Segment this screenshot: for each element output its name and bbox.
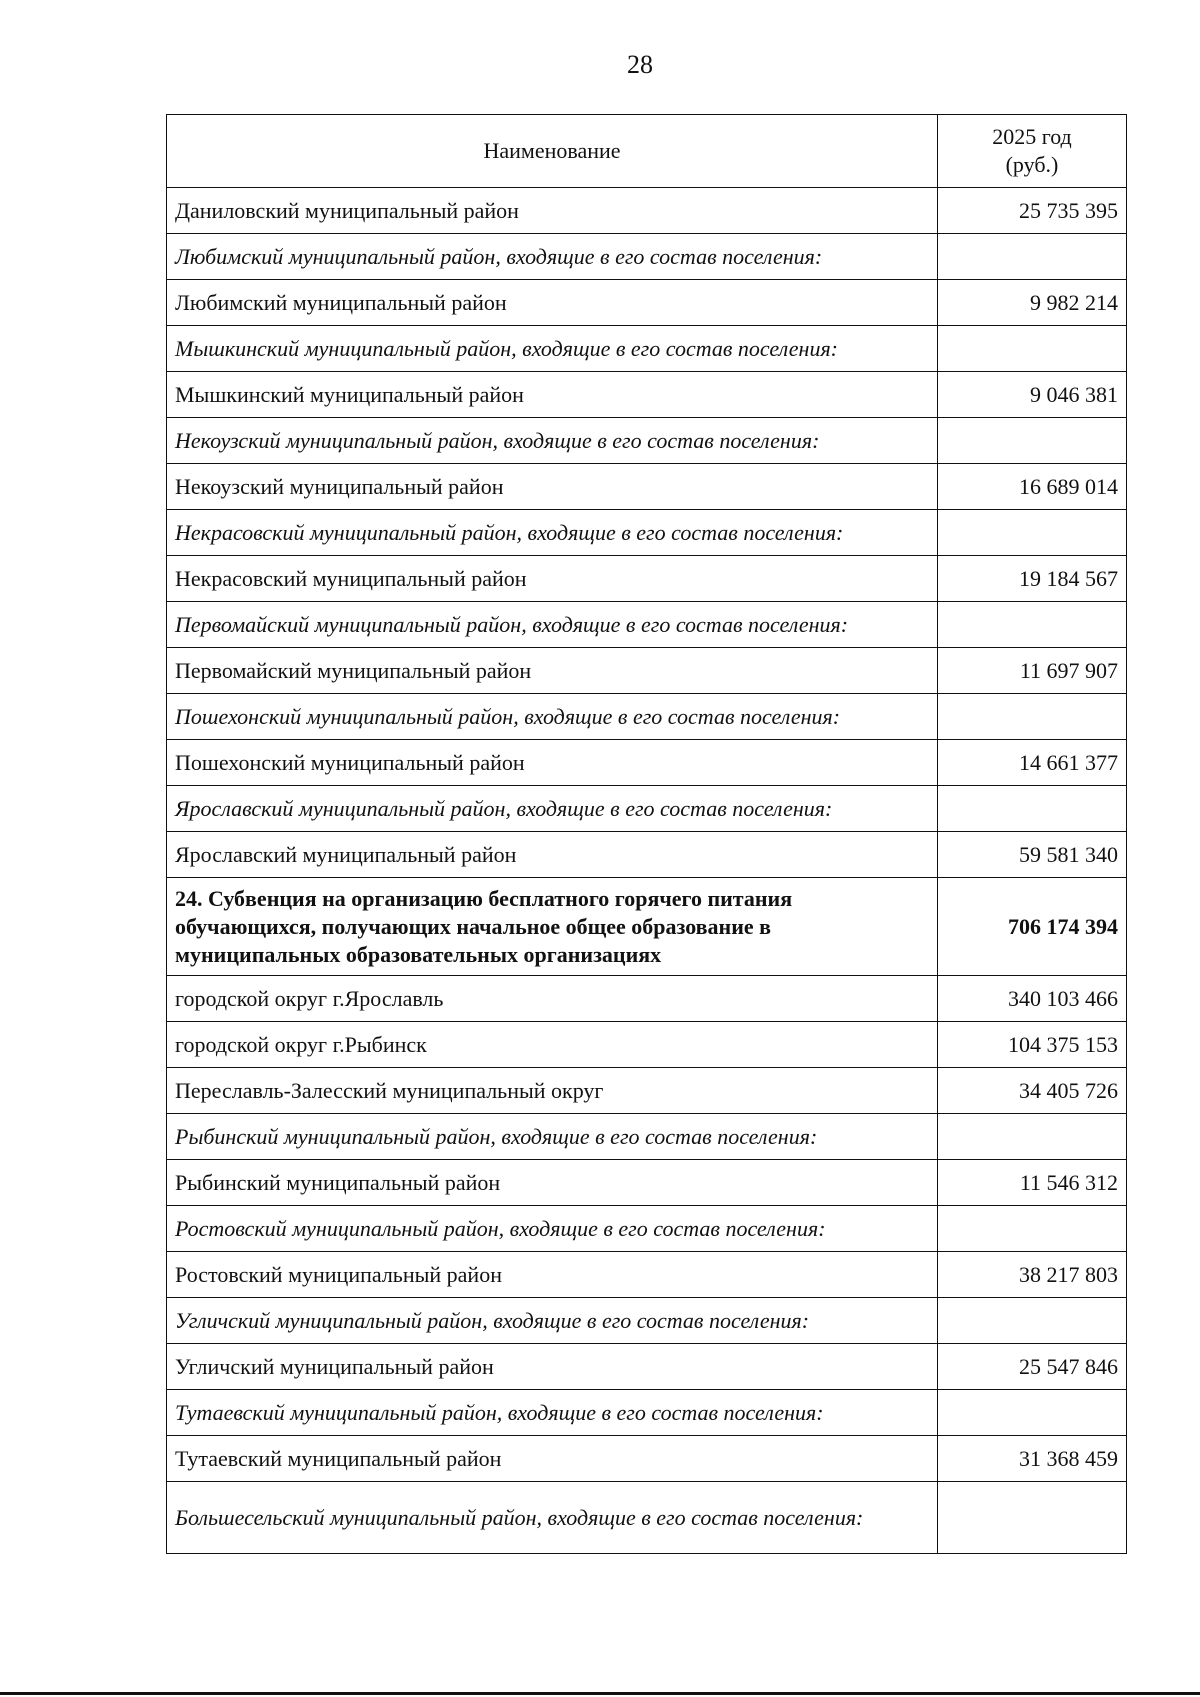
row-value: 19 184 567 bbox=[938, 556, 1127, 602]
table-row bbox=[167, 740, 1127, 786]
row-name: Рыбинский муниципальный район, входящие в его состав поселения: bbox=[167, 1114, 938, 1160]
table-row bbox=[167, 556, 1127, 602]
table-row bbox=[167, 648, 1127, 694]
row-value bbox=[938, 1206, 1127, 1252]
row-value bbox=[938, 602, 1127, 648]
row-value bbox=[938, 234, 1127, 280]
row-value bbox=[938, 326, 1127, 372]
table-row bbox=[167, 1482, 1127, 1554]
row-name: Рыбинский муниципальный район bbox=[167, 1160, 938, 1206]
header-value-year: 2025 год bbox=[992, 124, 1072, 149]
row-value: 59 581 340 bbox=[938, 832, 1127, 878]
row-value: 16 689 014 bbox=[938, 464, 1127, 510]
table-row bbox=[167, 188, 1127, 234]
header-name: Наименование bbox=[167, 115, 938, 188]
row-name: Переславль-Залесский муниципальный округ bbox=[167, 1068, 938, 1114]
table-row bbox=[167, 510, 1127, 556]
row-name: Некоузский муниципальный район, входящие в его состав поселения: bbox=[167, 418, 938, 464]
row-value: 9 982 214 bbox=[938, 280, 1127, 326]
row-value bbox=[938, 694, 1127, 740]
row-name: Большесельский муниципальный район, входящие в его состав поселения: bbox=[167, 1482, 938, 1554]
row-name: Первомайский муниципальный район, входящие в его состав поселения: bbox=[167, 602, 938, 648]
row-value bbox=[938, 418, 1127, 464]
row-name: Ростовский муниципальный район, входящие в его состав поселения: bbox=[167, 1206, 938, 1252]
row-value bbox=[938, 510, 1127, 556]
row-name: Даниловский муниципальный район bbox=[167, 188, 938, 234]
row-value: 25 547 846 bbox=[938, 1344, 1127, 1390]
row-name: Мышкинский муниципальный район bbox=[167, 372, 938, 418]
row-value: 11 697 907 bbox=[938, 648, 1127, 694]
budget-table bbox=[166, 114, 1127, 1554]
row-name: Угличский муниципальный район, входящие в его состав поселения: bbox=[167, 1298, 938, 1344]
row-value bbox=[938, 1482, 1127, 1554]
table-row bbox=[167, 1206, 1127, 1252]
row-name: Любимский муниципальный район bbox=[167, 280, 938, 326]
table-row bbox=[167, 1114, 1127, 1160]
row-name: городской округ г.Рыбинск bbox=[167, 1022, 938, 1068]
row-name: Некрасовский муниципальный район bbox=[167, 556, 938, 602]
table-row bbox=[167, 1252, 1127, 1298]
table-row bbox=[167, 418, 1127, 464]
row-value: 14 661 377 bbox=[938, 740, 1127, 786]
table-row bbox=[167, 786, 1127, 832]
row-value: 340 103 466 bbox=[938, 976, 1127, 1022]
row-value: 104 375 153 bbox=[938, 1022, 1127, 1068]
table-row bbox=[167, 976, 1127, 1022]
row-value bbox=[938, 1298, 1127, 1344]
table-row bbox=[167, 1344, 1127, 1390]
row-value: 9 046 381 bbox=[938, 372, 1127, 418]
table-row bbox=[167, 694, 1127, 740]
row-value: 25 735 395 bbox=[938, 188, 1127, 234]
row-name: Тутаевский муниципальный район, входящие в его состав поселения: bbox=[167, 1390, 938, 1436]
row-name: Пошехонский муниципальный район bbox=[167, 740, 938, 786]
row-value: 31 368 459 bbox=[938, 1436, 1127, 1482]
row-name: Ярославский муниципальный район bbox=[167, 832, 938, 878]
table-row bbox=[167, 326, 1127, 372]
row-value: 38 217 803 bbox=[938, 1252, 1127, 1298]
table-row bbox=[167, 372, 1127, 418]
row-name: Первомайский муниципальный район bbox=[167, 648, 938, 694]
row-name: 24. Субвенция на организацию бесплатного горячего питания обучающихся, получающих начальное общее образование в муниципальных образовательных организациях bbox=[167, 878, 938, 976]
table-row bbox=[167, 1390, 1127, 1436]
row-value: 34 405 726 bbox=[938, 1068, 1127, 1114]
header-value-unit: (руб.) bbox=[1005, 152, 1059, 177]
row-name: Некрасовский муниципальный район, входящие в его состав поселения: bbox=[167, 510, 938, 556]
table-row bbox=[167, 1436, 1127, 1482]
row-name: Любимский муниципальный район, входящие в его состав поселения: bbox=[167, 234, 938, 280]
table-row bbox=[167, 234, 1127, 280]
table-row bbox=[167, 1160, 1127, 1206]
header-value bbox=[938, 115, 1127, 188]
row-name: Угличский муниципальный район bbox=[167, 1344, 938, 1390]
row-value bbox=[938, 1390, 1127, 1436]
table-row bbox=[167, 878, 1127, 976]
table-row bbox=[167, 464, 1127, 510]
row-value bbox=[938, 1114, 1127, 1160]
table-row bbox=[167, 280, 1127, 326]
table-body bbox=[167, 188, 1127, 1554]
row-name: городской округ г.Ярославль bbox=[167, 976, 938, 1022]
row-name: Тутаевский муниципальный район bbox=[167, 1436, 938, 1482]
page-bottom-border bbox=[0, 1692, 1200, 1695]
page-number: 28 bbox=[627, 50, 653, 79]
row-name: Ярославский муниципальный район, входящие в его состав поселения: bbox=[167, 786, 938, 832]
table-row bbox=[167, 1298, 1127, 1344]
table-row bbox=[167, 1068, 1127, 1114]
table-row bbox=[167, 602, 1127, 648]
table-row bbox=[167, 832, 1127, 878]
row-value: 11 546 312 bbox=[938, 1160, 1127, 1206]
row-value: 706 174 394 bbox=[938, 878, 1127, 976]
row-name: Пошехонский муниципальный район, входящие в его состав поселения: bbox=[167, 694, 938, 740]
row-value bbox=[938, 786, 1127, 832]
row-name: Мышкинский муниципальный район, входящие в его состав поселения: bbox=[167, 326, 938, 372]
row-name: Некоузский муниципальный район bbox=[167, 464, 938, 510]
table-header-row bbox=[167, 115, 1127, 188]
row-name: Ростовский муниципальный район bbox=[167, 1252, 938, 1298]
table-row bbox=[167, 1022, 1127, 1068]
